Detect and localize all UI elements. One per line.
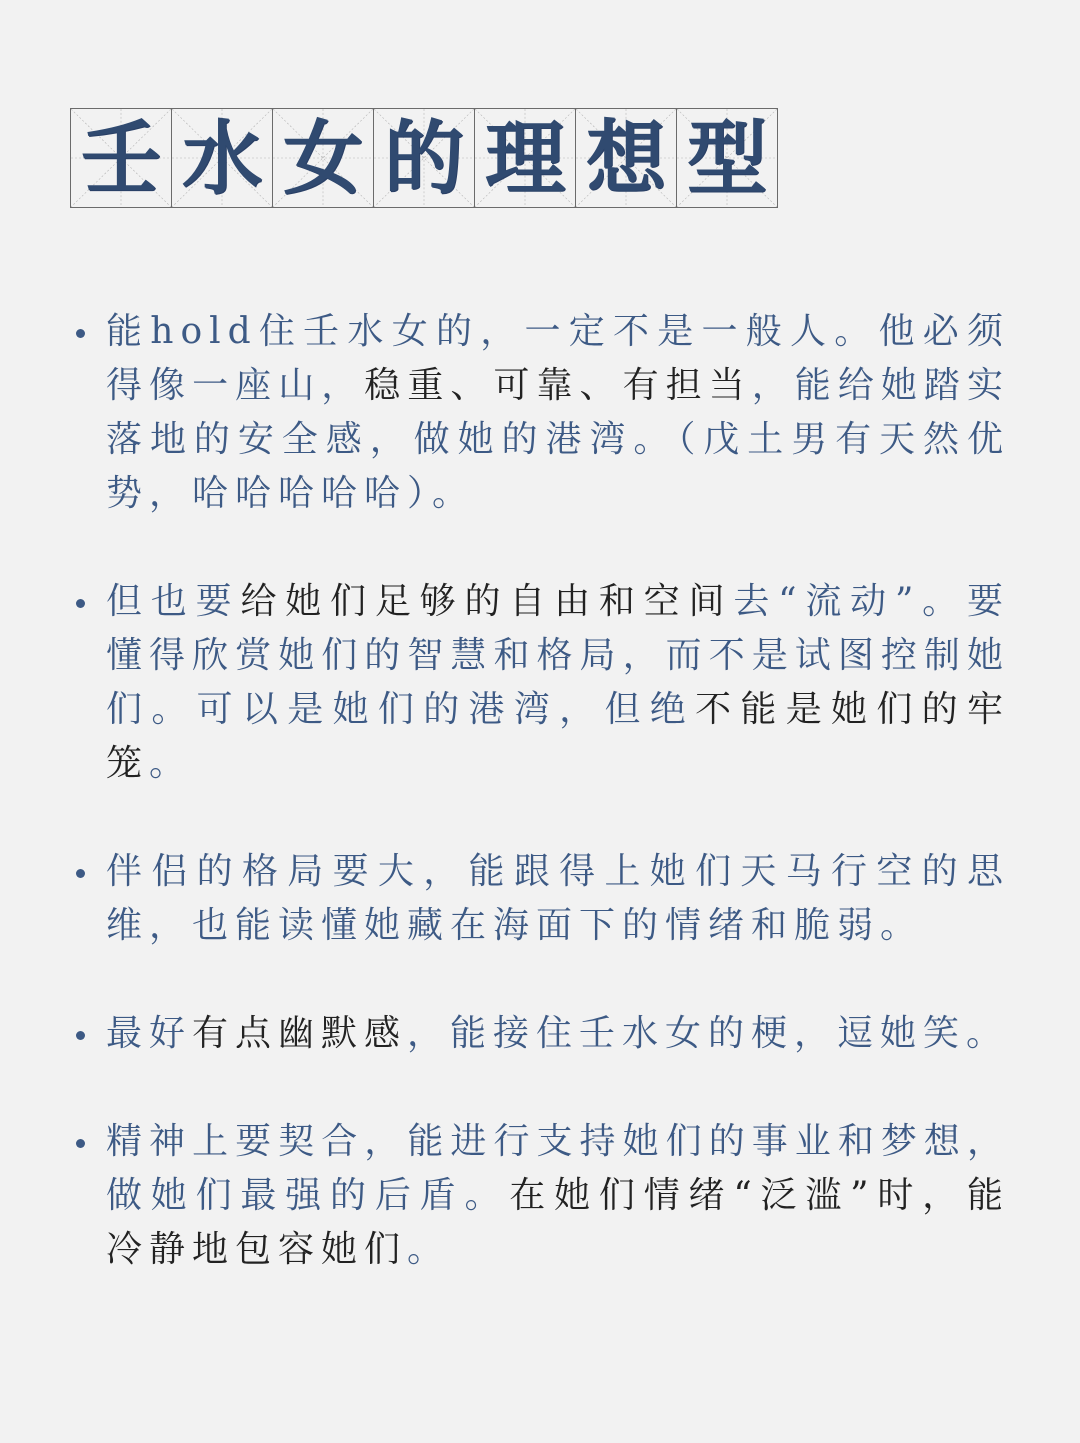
list-item (70, 1007, 1010, 1061)
title-char: 想 (586, 111, 666, 205)
title-char: 女 (283, 111, 363, 205)
item-text: 。 (407, 1229, 451, 1270)
title-char: 壬 (81, 111, 161, 205)
title-char-cell (474, 108, 576, 208)
title-char-cell (70, 108, 172, 208)
bullet-dot-icon (76, 869, 85, 878)
item-text: 能hold住壬水女的，一定不是一般人。他必须得像一座山， (106, 311, 1010, 406)
title-char-cell (373, 108, 475, 208)
item-emphasis: 稳重、可靠、有担当 (364, 365, 752, 406)
title-char: 型 (687, 111, 767, 205)
item-text: 最好 (106, 1013, 193, 1054)
list-item (70, 845, 1010, 953)
title-char-cell (272, 108, 374, 208)
title-char-cell (676, 108, 778, 208)
bullet-list (70, 305, 1010, 1277)
page-title (70, 108, 777, 208)
title-char: 的 (384, 111, 464, 205)
item-emphasis: 给她们足够的自由和空间 (240, 581, 734, 622)
title-char-cell (575, 108, 677, 208)
item-text: ，能给她踏实落地的安全感，做她的港湾。（戊土男有天然优势，哈哈哈哈哈）。 (106, 365, 1010, 514)
bullet-dot-icon (76, 599, 85, 608)
bullet-dot-icon (76, 329, 85, 338)
bullet-dot-icon (76, 1139, 85, 1148)
item-emphasis: 在她们情绪“泛滥”时，能冷静地包容她们 (106, 1175, 1010, 1270)
item-text: 但也要 (106, 581, 241, 622)
item-emphasis: 有点幽默感 (192, 1013, 408, 1054)
title-char: 理 (485, 111, 565, 205)
item-text: 。 (149, 743, 193, 784)
bullet-dot-icon (76, 1031, 85, 1040)
list-item (70, 1115, 1010, 1277)
item-emphasis: 不能是她们的牢笼 (106, 689, 1010, 784)
list-item (70, 575, 1010, 791)
title-char: 水 (182, 111, 262, 205)
title-char-cell (171, 108, 273, 208)
item-text: 精神上要契合，能进行支持她们的事业和梦想，做她们最强的后盾。 (106, 1121, 1010, 1216)
item-text: 伴侣的格局要大，能跟得上她们天马行空的思维，也能读懂她藏在海面下的情绪和脆弱。 (106, 851, 1010, 946)
list-item (70, 305, 1010, 521)
item-text: 去“流动”。要懂得欣赏她们的智慧和格局，而不是试图控制她们。可以是她们的港湾，但绝 (106, 581, 1010, 730)
item-text: ，能接住壬水女的梗，逗她笑。 (407, 1013, 1010, 1054)
